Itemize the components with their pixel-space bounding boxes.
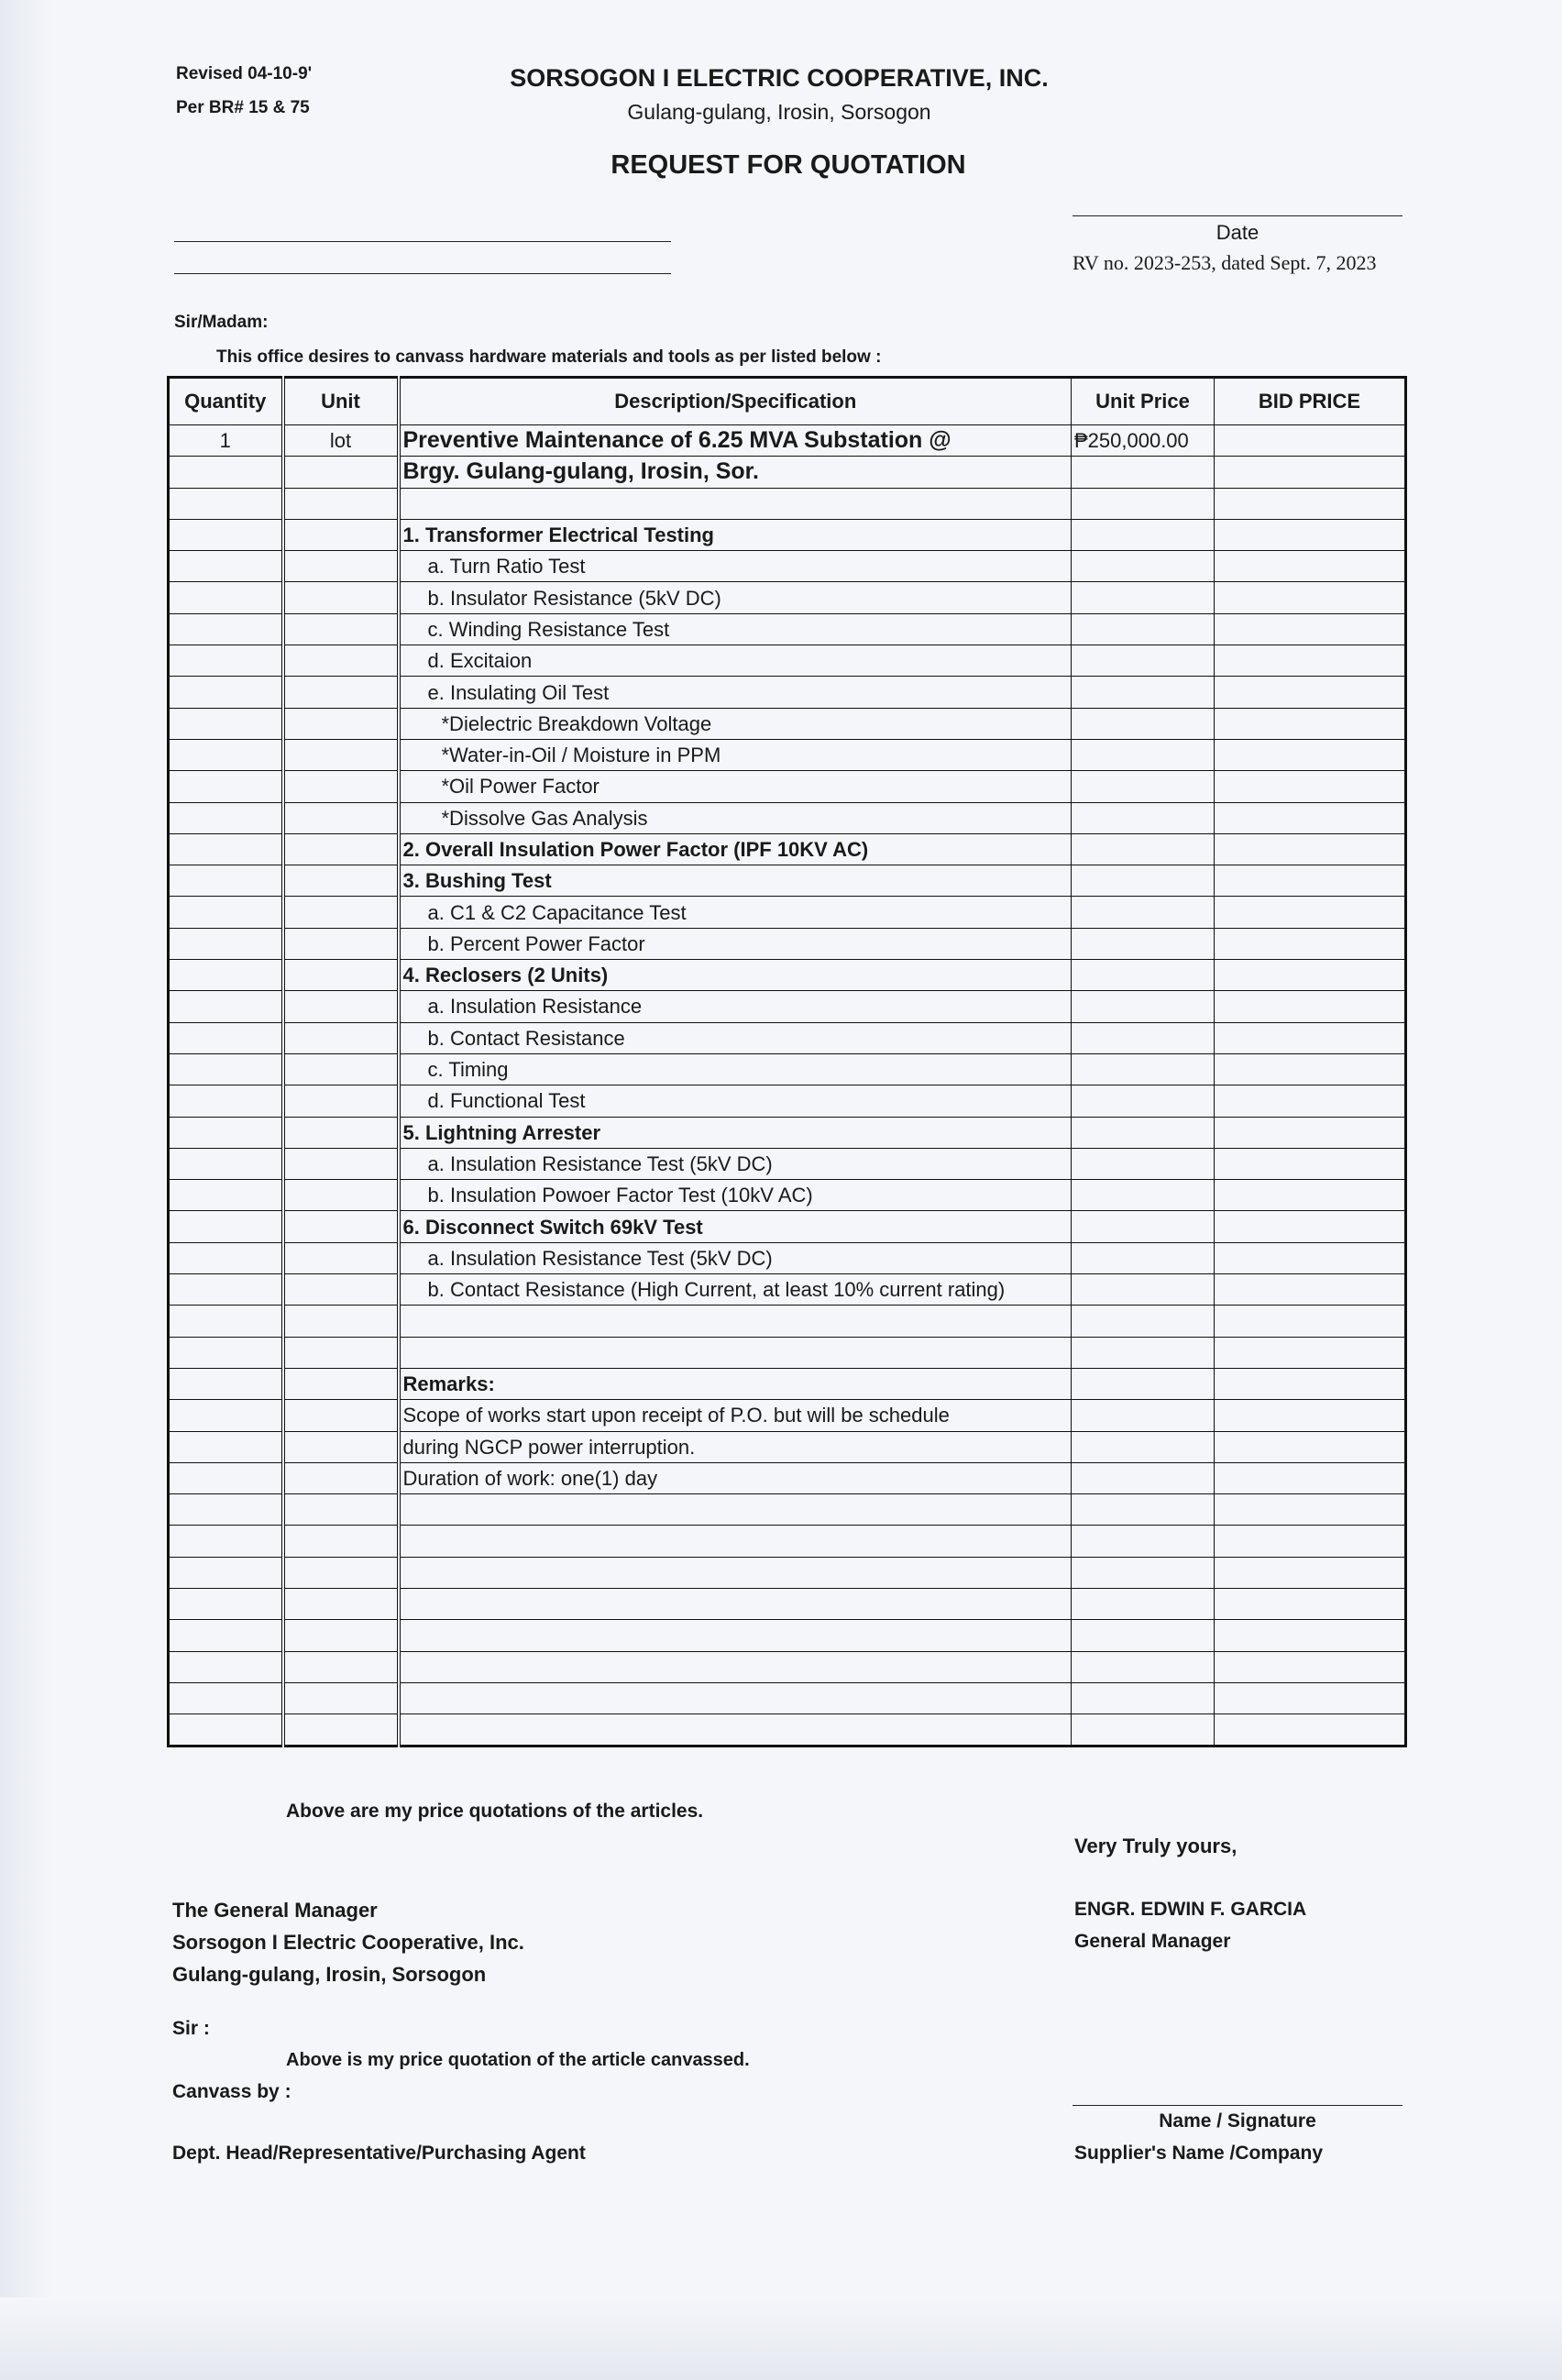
unit-cell	[283, 1117, 399, 1148]
unit-price-cell	[1072, 519, 1215, 550]
unit-price-cell	[1072, 582, 1215, 613]
table-row	[169, 1620, 1406, 1651]
table-row	[169, 1053, 1406, 1085]
table-row	[169, 1526, 1406, 1557]
unit-cell	[283, 488, 399, 519]
table-row	[169, 1494, 1406, 1526]
unit-price-cell	[1072, 1337, 1215, 1368]
bid-price-cell	[1215, 1053, 1406, 1085]
table-row	[169, 960, 1406, 991]
table-row	[169, 1588, 1406, 1619]
unit-price-cell	[1072, 1620, 1215, 1651]
unit-cell	[283, 645, 399, 677]
quantity-cell	[169, 928, 283, 959]
signer-title: General Manager	[1074, 1931, 1231, 1952]
table-row	[169, 1180, 1406, 1211]
unit-price-cell	[1072, 1462, 1215, 1493]
bid-price-cell	[1215, 488, 1406, 519]
bid-price-cell	[1215, 1400, 1406, 1431]
table-row	[169, 551, 1406, 582]
unit-cell	[283, 1588, 399, 1619]
bid-price-cell	[1215, 708, 1406, 739]
bid-price-cell	[1215, 1431, 1406, 1462]
unit-price-cell	[1072, 677, 1215, 708]
description-cell: Remarks:	[399, 1368, 1072, 1399]
description-cell: Duration of work: one(1) day	[399, 1462, 1072, 1493]
bid-price-cell	[1215, 1180, 1406, 1211]
unit-cell	[283, 1306, 399, 1337]
quantity-cell	[169, 1651, 283, 1682]
unit-cell	[283, 1431, 399, 1462]
unit-price-cell	[1072, 488, 1215, 519]
table-row	[169, 739, 1406, 770]
quantity-cell	[169, 1085, 283, 1117]
description-cell: *Oil Power Factor	[399, 771, 1072, 802]
table-row	[169, 1274, 1406, 1306]
unit-cell	[283, 1620, 399, 1651]
table-row	[169, 519, 1406, 550]
name-signature-label: Name / Signature	[1159, 2110, 1316, 2132]
description-cell: b. Percent Power Factor	[399, 928, 1072, 959]
quantity-cell	[169, 1682, 283, 1713]
addressee-line-2	[174, 273, 671, 274]
unit-cell	[283, 1337, 399, 1368]
very-truly-yours: Very Truly yours,	[1074, 1835, 1238, 1857]
unit-price-cell	[1072, 1651, 1215, 1682]
unit-price-cell	[1072, 1053, 1215, 1085]
bid-price-cell	[1215, 1682, 1406, 1713]
bid-price-cell	[1215, 1588, 1406, 1619]
bid-price-cell	[1215, 1117, 1406, 1148]
sir-label: Sir :	[172, 2018, 210, 2039]
description-cell: e. Insulating Oil Test	[399, 677, 1072, 708]
quantity-cell	[169, 1337, 283, 1368]
quantity-cell	[169, 519, 283, 550]
bid-price-cell	[1215, 897, 1406, 928]
table-row	[169, 928, 1406, 959]
description-cell	[399, 1620, 1072, 1651]
unit-cell	[283, 582, 399, 613]
table-row	[169, 865, 1406, 897]
unit-cell	[283, 897, 399, 928]
bid-price-cell	[1215, 1714, 1406, 1746]
quantity-cell	[169, 1557, 283, 1588]
unit-price-cell	[1072, 708, 1215, 739]
quantity-cell: 1	[169, 425, 283, 457]
bid-price-cell	[1215, 802, 1406, 833]
signer-name: ENGR. EDWIN F. GARCIA	[1074, 1899, 1307, 1920]
table-row	[169, 1148, 1406, 1179]
unit-price-cell	[1072, 645, 1215, 677]
unit-cell	[283, 928, 399, 959]
gm-address: Gulang-gulang, Irosin, Sorsogon	[172, 1963, 487, 1986]
table-row	[169, 1085, 1406, 1117]
unit-price-cell	[1072, 1588, 1215, 1619]
unit-price-cell	[1072, 833, 1215, 865]
description-cell: 4. Reclosers (2 Units)	[399, 960, 1072, 991]
quantity-cell	[169, 833, 283, 865]
quantity-cell	[169, 1211, 283, 1242]
unit-cell	[283, 519, 399, 550]
unit-cell	[283, 1274, 399, 1306]
bid-price-cell	[1215, 1085, 1406, 1117]
description-cell: *Water-in-Oil / Moisture in PPM	[399, 739, 1072, 770]
description-cell	[399, 1651, 1072, 1682]
quantity-cell	[169, 645, 283, 677]
unit-cell	[283, 1557, 399, 1588]
document-title: REQUEST FOR QUOTATION	[610, 150, 966, 180]
unit-price-cell	[1072, 771, 1215, 802]
date-label: Date	[1216, 221, 1260, 244]
unit-cell	[283, 708, 399, 739]
description-cell: a. Insulation Resistance Test (5kV DC)	[399, 1242, 1072, 1273]
org-name: SORSOGON I ELECTRIC COOPERATIVE, INC.	[510, 64, 1049, 92]
unit-price-cell	[1072, 1714, 1215, 1746]
unit-cell	[283, 865, 399, 897]
unit-price-cell: ₱250,000.00	[1072, 425, 1215, 457]
bid-price-cell	[1215, 1274, 1406, 1306]
table-row	[169, 1400, 1406, 1431]
quantity-cell	[169, 1494, 283, 1526]
unit-cell	[283, 1148, 399, 1179]
unit-cell	[283, 677, 399, 708]
bid-price-cell	[1215, 991, 1406, 1022]
supplier-label: Supplier's Name /Company	[1074, 2143, 1324, 2164]
unit-cell	[283, 960, 399, 991]
unit-cell	[283, 1682, 399, 1713]
unit-price-cell	[1072, 802, 1215, 833]
unit-cell	[283, 1180, 399, 1211]
description-cell	[399, 1714, 1072, 1746]
quantity-cell	[169, 457, 283, 488]
description-cell: during NGCP power interruption.	[399, 1431, 1072, 1462]
description-cell	[399, 1337, 1072, 1368]
quantity-cell	[169, 739, 283, 770]
header-unit: Unit	[283, 378, 399, 425]
bid-price-cell	[1215, 1306, 1406, 1337]
unit-cell	[283, 1494, 399, 1526]
description-cell	[399, 1494, 1072, 1526]
unit-price-cell	[1072, 1306, 1215, 1337]
bid-price-cell	[1215, 1368, 1406, 1399]
quantity-cell	[169, 1053, 283, 1085]
description-cell: *Dielectric Breakdown Voltage	[399, 708, 1072, 739]
bid-price-cell	[1215, 1526, 1406, 1557]
description-cell: a. Insulation Resistance	[399, 991, 1072, 1022]
org-address: Gulang-gulang, Irosin, Sorsogon	[627, 100, 931, 124]
table-row	[169, 425, 1406, 457]
table-row	[169, 1117, 1406, 1148]
quantity-cell	[169, 1022, 283, 1053]
unit-price-cell	[1072, 1682, 1215, 1713]
unit-price-cell	[1072, 1526, 1215, 1557]
header-quantity: Quantity	[169, 378, 283, 425]
header-bid-price: BID PRICE	[1215, 378, 1406, 425]
description-cell: c. Timing	[399, 1053, 1072, 1085]
unit-price-cell	[1072, 897, 1215, 928]
unit-price-cell	[1072, 1274, 1215, 1306]
quantity-cell	[169, 1620, 283, 1651]
bid-price-cell	[1215, 1651, 1406, 1682]
table-row	[169, 708, 1406, 739]
quantity-cell	[169, 1274, 283, 1306]
unit-cell	[283, 1022, 399, 1053]
quantity-cell	[169, 1117, 283, 1148]
table-row	[169, 1682, 1406, 1713]
per-br-note: Per BR# 15 & 75	[176, 98, 310, 117]
unit-price-cell	[1072, 1211, 1215, 1242]
table-body	[169, 425, 1406, 1746]
description-cell: b. Insulation Powoer Factor Test (10kV AC)	[399, 1180, 1072, 1211]
unit-price-cell	[1072, 960, 1215, 991]
quantity-cell	[169, 1714, 283, 1746]
bid-price-cell	[1215, 1022, 1406, 1053]
unit-cell	[283, 1400, 399, 1431]
description-cell: b. Insulator Resistance (5kV DC)	[399, 582, 1072, 613]
unit-price-cell	[1072, 1557, 1215, 1588]
description-cell: a. C1 & C2 Capacitance Test	[399, 897, 1072, 928]
bid-price-cell	[1215, 1494, 1406, 1526]
quantity-cell	[169, 1462, 283, 1493]
quotation-table	[167, 376, 1407, 1747]
bid-price-cell	[1215, 613, 1406, 645]
description-cell: *Dissolve Gas Analysis	[399, 802, 1072, 833]
unit-cell: lot	[283, 425, 399, 457]
above-quotations-text: Above are my price quotations of the articles.	[286, 1801, 704, 1822]
unit-price-cell	[1072, 1494, 1215, 1526]
unit-cell	[283, 1211, 399, 1242]
bid-price-cell	[1215, 1211, 1406, 1242]
table-header-row	[169, 378, 1406, 425]
table-row	[169, 1337, 1406, 1368]
unit-price-cell	[1072, 1148, 1215, 1179]
description-cell	[399, 1306, 1072, 1337]
unit-cell	[283, 613, 399, 645]
description-cell: 6. Disconnect Switch 69kV Test	[399, 1211, 1072, 1242]
unit-cell	[283, 1462, 399, 1493]
description-cell	[399, 1557, 1072, 1588]
signature-line	[1072, 2105, 1402, 2106]
unit-cell	[283, 1085, 399, 1117]
bid-price-cell	[1215, 551, 1406, 582]
bid-price-cell	[1215, 1337, 1406, 1368]
unit-price-cell	[1072, 1400, 1215, 1431]
description-cell: 1. Transformer Electrical Testing	[399, 519, 1072, 550]
description-cell	[399, 1526, 1072, 1557]
unit-cell	[283, 1651, 399, 1682]
description-cell	[399, 1588, 1072, 1619]
bid-price-cell	[1215, 1620, 1406, 1651]
description-cell: a. Insulation Resistance Test (5kV DC)	[399, 1148, 1072, 1179]
canvass-by-label: Canvass by :	[172, 2081, 292, 2102]
bid-price-cell	[1215, 582, 1406, 613]
table-row	[169, 991, 1406, 1022]
description-cell: d. Excitaion	[399, 645, 1072, 677]
quantity-cell	[169, 1180, 283, 1211]
unit-price-cell	[1072, 865, 1215, 897]
table-row	[169, 802, 1406, 833]
description-cell: b. Contact Resistance (High Current, at least 10% current rating)	[399, 1274, 1072, 1306]
unit-cell	[283, 1368, 399, 1399]
unit-price-cell	[1072, 991, 1215, 1022]
unit-price-cell	[1072, 1242, 1215, 1273]
description-cell: Brgy. Gulang-gulang, Irosin, Sor.	[399, 457, 1072, 488]
description-cell: 5. Lightning Arrester	[399, 1117, 1072, 1148]
description-cell: 2. Overall Insulation Power Factor (IPF 10KV AC)	[399, 833, 1072, 865]
unit-cell	[283, 1053, 399, 1085]
quantity-cell	[169, 613, 283, 645]
table-row	[169, 1242, 1406, 1273]
header-unit-price: Unit Price	[1072, 378, 1215, 425]
description-cell: a. Turn Ratio Test	[399, 551, 1072, 582]
unit-cell	[283, 457, 399, 488]
unit-price-cell	[1072, 1022, 1215, 1053]
quantity-cell	[169, 1588, 283, 1619]
description-cell	[399, 488, 1072, 519]
page-edge-shade	[0, 0, 55, 2380]
bid-price-cell	[1215, 833, 1406, 865]
unit-price-cell	[1072, 1431, 1215, 1462]
quantity-cell	[169, 1526, 283, 1557]
intro-text: This office desires to canvass hardware materials and tools as per listed below :	[216, 347, 882, 367]
table-row	[169, 613, 1406, 645]
table-row	[169, 771, 1406, 802]
quantity-cell	[169, 865, 283, 897]
description-cell: b. Contact Resistance	[399, 1022, 1072, 1053]
unit-cell	[283, 739, 399, 770]
unit-price-cell	[1072, 1085, 1215, 1117]
unit-price-cell	[1072, 1117, 1215, 1148]
table-row	[169, 1306, 1406, 1337]
description-cell: Scope of works start upon receipt of P.O. but will be schedule	[399, 1400, 1072, 1431]
table-row	[169, 1431, 1406, 1462]
unit-price-cell	[1072, 1368, 1215, 1399]
unit-cell	[283, 1714, 399, 1746]
bid-price-cell	[1215, 677, 1406, 708]
quantity-cell	[169, 1242, 283, 1273]
bid-price-cell	[1215, 1557, 1406, 1588]
bid-price-cell	[1215, 1242, 1406, 1273]
header-description: Description/Specification	[399, 378, 1072, 425]
unit-cell	[283, 991, 399, 1022]
quantity-cell	[169, 708, 283, 739]
table-row	[169, 1211, 1406, 1242]
quantity-cell	[169, 582, 283, 613]
unit-price-cell	[1072, 1180, 1215, 1211]
unit-price-cell	[1072, 928, 1215, 959]
quantity-cell	[169, 1431, 283, 1462]
table-row	[169, 1714, 1406, 1746]
unit-cell	[283, 551, 399, 582]
salutation: Sir/Madam:	[174, 313, 269, 332]
quantity-cell	[169, 488, 283, 519]
quantity-cell	[169, 802, 283, 833]
description-cell: Preventive Maintenance of 6.25 MVA Substation @	[399, 425, 1072, 457]
quantity-cell	[169, 771, 283, 802]
bid-price-cell	[1215, 739, 1406, 770]
table-row	[169, 457, 1406, 488]
unit-cell	[283, 802, 399, 833]
unit-cell	[283, 1242, 399, 1273]
quantity-cell	[169, 1306, 283, 1337]
bid-price-cell	[1215, 1462, 1406, 1493]
gm-addressee: The General Manager	[172, 1899, 378, 1922]
unit-cell	[283, 771, 399, 802]
quantity-cell	[169, 897, 283, 928]
unit-price-cell	[1072, 457, 1215, 488]
gm-organization: Sorsogon I Electric Cooperative, Inc.	[172, 1931, 524, 1954]
bid-price-cell	[1215, 771, 1406, 802]
unit-cell	[283, 1526, 399, 1557]
table-row	[169, 645, 1406, 677]
quantity-cell	[169, 677, 283, 708]
quantity-cell	[169, 1400, 283, 1431]
quantity-cell	[169, 1368, 283, 1399]
table-row	[169, 1651, 1406, 1682]
unit-price-cell	[1072, 551, 1215, 582]
unit-price-cell	[1072, 613, 1215, 645]
above-quotation-text: Above is my price quotation of the article canvassed.	[286, 2050, 750, 2070]
table-row	[169, 488, 1406, 519]
bid-price-cell	[1215, 865, 1406, 897]
table-row	[169, 897, 1406, 928]
quantity-cell	[169, 551, 283, 582]
table-row	[169, 833, 1406, 865]
table-row	[169, 1557, 1406, 1588]
description-cell	[399, 1682, 1072, 1713]
quantity-cell	[169, 991, 283, 1022]
unit-cell	[283, 833, 399, 865]
table-row	[169, 1022, 1406, 1053]
date-line	[1072, 215, 1402, 216]
quantity-cell	[169, 1148, 283, 1179]
table-row	[169, 582, 1406, 613]
table-row	[169, 677, 1406, 708]
description-cell: 3. Bushing Test	[399, 865, 1072, 897]
unit-price-cell	[1072, 739, 1215, 770]
bid-price-cell	[1215, 457, 1406, 488]
rv-number: RV no. 2023-253, dated Sept. 7, 2023	[1072, 251, 1377, 274]
bid-price-cell	[1215, 519, 1406, 550]
addressee-line-1	[174, 241, 671, 242]
quantity-cell	[169, 960, 283, 991]
bid-price-cell	[1215, 425, 1406, 457]
page-bottom-shade	[0, 2297, 1562, 2380]
table-row	[169, 1462, 1406, 1493]
bid-price-cell	[1215, 645, 1406, 677]
table-row	[169, 1368, 1406, 1399]
bid-price-cell	[1215, 928, 1406, 959]
description-cell: c. Winding Resistance Test	[399, 613, 1072, 645]
bid-price-cell	[1215, 960, 1406, 991]
dept-head-label: Dept. Head/Representative/Purchasing Agent	[172, 2143, 586, 2164]
revised-note: Revised 04-10-9'	[176, 64, 313, 83]
description-cell: d. Functional Test	[399, 1085, 1072, 1117]
bid-price-cell	[1215, 1148, 1406, 1179]
